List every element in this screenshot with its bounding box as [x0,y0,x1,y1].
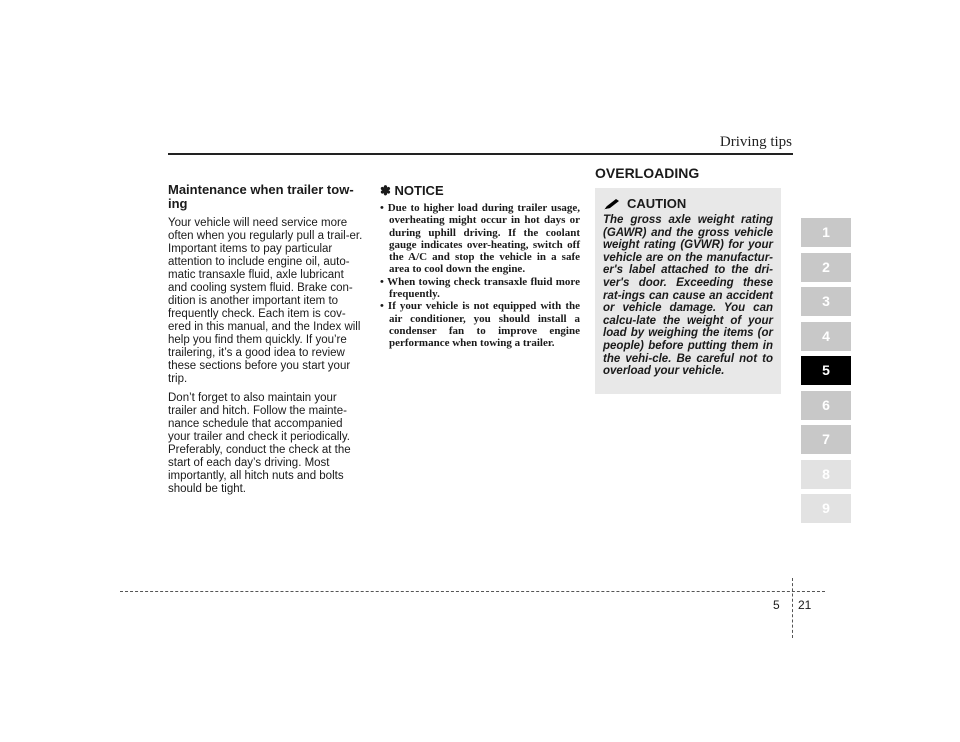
chapter-tab-8[interactable]: 8 [801,460,851,489]
section-header: Driving tips [719,134,792,150]
page-chapter-number: 5 [773,598,780,612]
notice-item: • Due to higher load during trailer usage, overheating might occur in hot days or during uphill driving. If the coolant gauge indicates over-heating, switch off the A/C and stop the vehicle in a safe area to cool down the engine. [380,202,580,276]
caution-box [595,188,781,394]
chapter-tab-9[interactable]: 9 [801,494,851,523]
footer-vertical-divider [792,578,793,638]
chapter-tab-4[interactable]: 4 [801,322,851,351]
notice-item: • When towing check transaxle fluid more frequently. [380,276,580,301]
maintenance-paragraph-2: Don’t forget to also maintain your trailer and hitch. Follow the mainte-nance schedule that accompanied your trailer and check it periodically. Preferably, conduct the check at the start of each day’s driving. Most importantly, all hitch nuts and bolts should be tight. [168,392,351,495]
header-divider [168,153,793,155]
overloading-column [595,165,792,394]
chapter-tab-5[interactable]: 5 [801,356,851,385]
maintenance-paragraph-1: Your vehicle will need service more often when you regularly pull a trail-er. Important items to pay particular attention to include engine oil, auto-matic transaxle fluid, axle lubricant and cooling system fluid. Brake con-dition is another important item to frequently check. Each item is cov-ered in this manual, and the Index will help you find them quickly. If you’re trailering, it’s a good idea to review these sections before you start your trip. [168,217,363,385]
pencil-icon [603,198,621,210]
page-number: 21 [798,598,812,612]
notice-title: ✽ NOTICE [380,183,444,198]
chapter-tab-6[interactable]: 6 [801,391,851,420]
notice-list [380,202,580,350]
chapter-tab-3[interactable]: 3 [801,287,851,316]
notice-item: • If your vehicle is not equipped with the air conditioner, you should install a condenser fan to improve engine performance when towing a trailer. [380,300,580,349]
chapter-tab-7[interactable]: 7 [801,425,851,454]
chapter-tab-1[interactable]: 1 [801,218,851,247]
caution-label: CAUTION [627,196,687,211]
overloading-title: OVERLOADING [595,165,700,181]
notice-column [380,183,580,350]
maintenance-column [168,183,365,502]
maintenance-heading: Maintenance when trailer tow-ing [168,182,354,211]
caution-header [603,196,773,211]
chapter-tab-2[interactable]: 2 [801,253,851,282]
chapter-tabs [801,218,851,529]
footer-divider [120,591,825,592]
caution-text: The gross axle weight rating (GAWR) and the gross vehicle weight rating (GVWR) for your vehicle are on the manufactur-er's label attached to the dri-ver's door. Exceeding these rat-ings can cause an accident or vehicle damage. You can calcu-late the weight of your load by weighing the items (or people) before putting them in the vehi-cle. Be careful not to overload your vehicle. [603,214,773,378]
